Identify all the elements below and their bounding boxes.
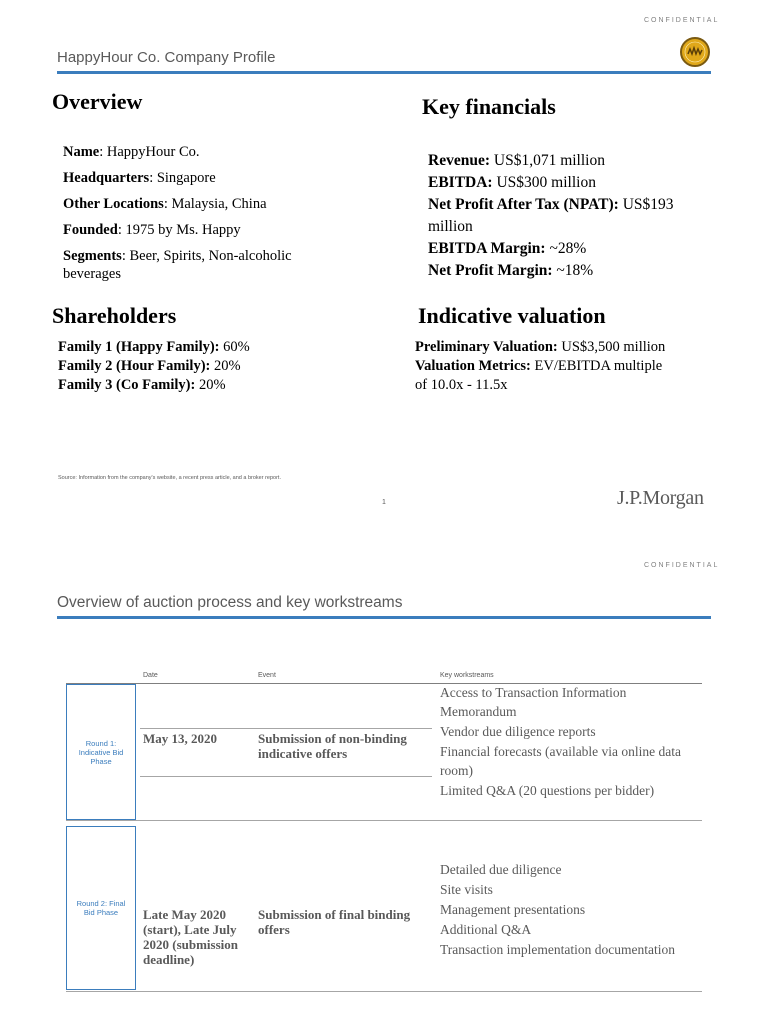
workstream-item: Transaction implementation documentation (440, 942, 675, 957)
shareholder-row: Family 3 (Co Family): 20% (58, 377, 226, 393)
workstream-item: Limited Q&A (20 questions per bidder) (440, 783, 655, 798)
overview-item-name: Name: HappyHour Co. (63, 144, 200, 160)
page-title: HappyHour Co. Company Profile (57, 49, 276, 66)
happyhour-logo-icon (680, 37, 710, 67)
overview-item-locations: Other Locations: Malaysia, China (63, 196, 267, 212)
row-divider (140, 776, 432, 777)
phase-label-round-2: Round 2: Final Bid Phase (66, 826, 136, 990)
confidential-label: CONFIDENTIAL (644, 562, 720, 569)
round-1-event: Submission of non-binding indicative offers (258, 731, 407, 761)
source-note: Source: Information from the company's website, a recent press article, and a broker report. (58, 475, 281, 481)
shareholder-row: Family 2 (Hour Family): 20% (58, 358, 241, 374)
valuation-preliminary: Preliminary Valuation: US$3,500 million (415, 339, 666, 355)
financial-ebitda-margin: EBITDA Margin: ~28% (428, 240, 587, 257)
workstream-item: Management presentations (440, 902, 586, 917)
page-number: 1 (382, 499, 386, 506)
valuation-list (415, 338, 665, 395)
financial-net-margin: Net Profit Margin: ~18% (428, 262, 594, 279)
valuation-metrics: Valuation Metrics: EV/EBITDA multiple (415, 358, 663, 374)
workstream-item: Financial forecasts (available via online data room) (440, 744, 682, 778)
valuation-metrics-cont: of 10.0x - 11.5x (415, 377, 508, 393)
key-financials-list (428, 150, 674, 282)
financial-npat: Net Profit After Tax (NPAT): US$193 (428, 196, 674, 213)
column-header-date: Date (143, 672, 158, 679)
workstream-item: Vendor due diligence reports (440, 724, 596, 739)
overview-item-headquarters: Headquarters: Singapore (63, 170, 216, 186)
phase-label-round-1: Round 1: Indicative Bid Phase (66, 684, 136, 820)
column-header-event: Event (258, 672, 276, 679)
round-2-workstreams (440, 860, 710, 960)
confidential-label: CONFIDENTIAL (644, 17, 720, 24)
shareholders-heading: Shareholders (52, 303, 177, 328)
round-1-date: May 13, 2020 (143, 731, 218, 746)
overview-item-segments-cont: beverages (63, 266, 121, 282)
row-divider (140, 728, 432, 729)
round-2-date: Late May 2020 (start), Late July 2020 (submission deadline) (143, 907, 238, 967)
round-2-event: Submission of final binding offers (258, 907, 411, 937)
workstream-item: Site visits (440, 882, 493, 897)
financial-revenue: Revenue: US$1,071 million (428, 152, 605, 169)
page-title: Overview of auction process and key workstreams (57, 594, 403, 611)
workstream-item: Access to Transaction Information Memorandum (440, 685, 627, 719)
workstream-item: Additional Q&A (440, 922, 532, 937)
round-divider (66, 820, 702, 821)
round-1-workstreams (440, 683, 690, 801)
title-rule (57, 616, 711, 619)
financial-ebitda: EBITDA: US$300 million (428, 174, 596, 191)
workstream-item: Detailed due diligence (440, 862, 562, 877)
overview-list (63, 143, 292, 291)
jpmorgan-logo: J.P.Morgan (617, 487, 704, 509)
column-header-workstreams: Key workstreams (440, 672, 494, 679)
shareholders-list (58, 338, 250, 395)
shareholder-row: Family 1 (Happy Family): 60% (58, 339, 250, 355)
title-rule (57, 71, 711, 74)
overview-item-segments: Segments: Beer, Spirits, Non-alcoholic (63, 248, 292, 264)
overview-item-founded: Founded: 1975 by Ms. Happy (63, 222, 241, 238)
key-financials-heading: Key financials (422, 94, 556, 119)
financial-npat-cont: million (428, 218, 473, 235)
table-bottom-divider (66, 991, 702, 992)
overview-heading: Overview (52, 89, 143, 114)
valuation-heading: Indicative valuation (418, 303, 606, 328)
